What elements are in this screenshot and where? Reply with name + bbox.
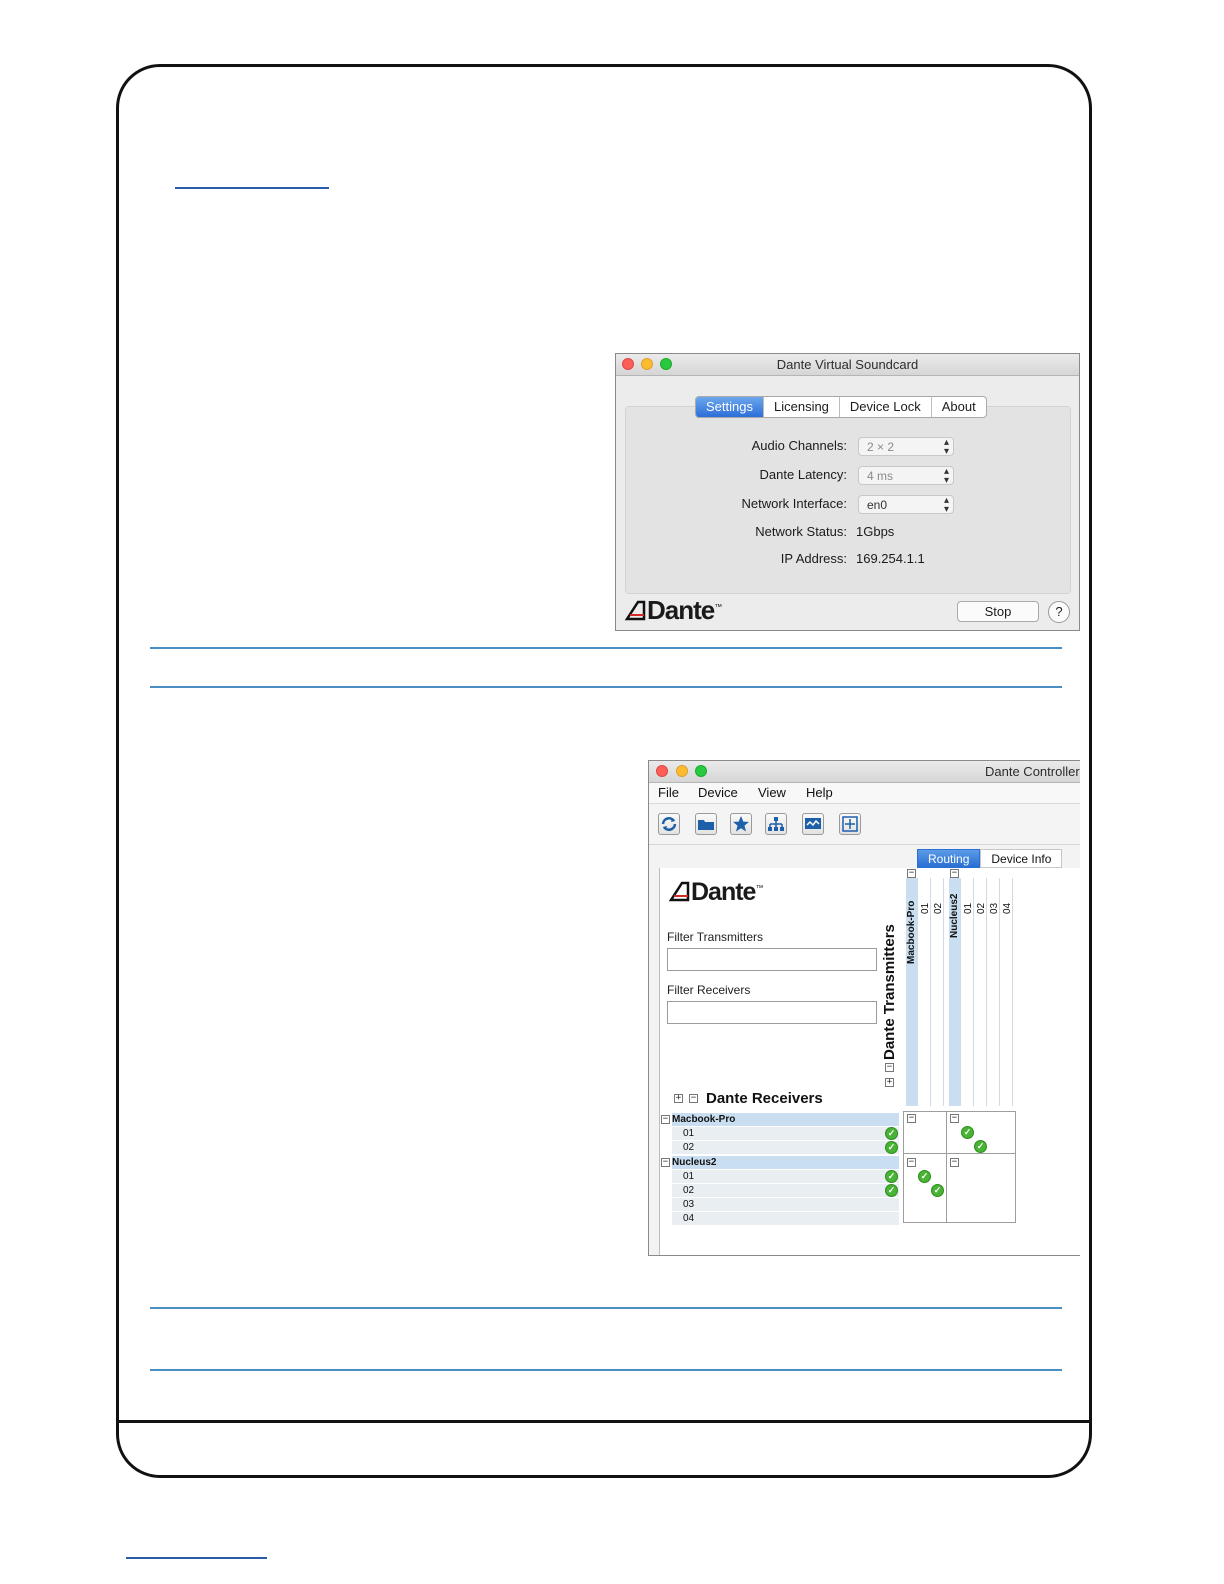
network-status-value: 1Gbps	[856, 524, 895, 539]
tab-bar	[917, 849, 1062, 868]
menu-device[interactable]: Device	[698, 785, 738, 800]
grid-line	[943, 878, 944, 1106]
collapse-all-receivers-icon[interactable]: −	[690, 1093, 697, 1103]
receiver-channel-row[interactable]: 04	[672, 1212, 899, 1225]
grid-line	[973, 878, 974, 1106]
check-icon: ✓	[918, 1170, 931, 1183]
dante-logo: Dante™	[668, 878, 762, 907]
filter-receivers-input[interactable]	[667, 1001, 877, 1024]
collapse-nucleus2-rx-icon[interactable]: −	[662, 1157, 669, 1167]
tab-about[interactable]: About	[941, 399, 976, 414]
title-bar	[649, 761, 1080, 783]
separator-line	[150, 1369, 1062, 1371]
star-icon[interactable]	[730, 813, 752, 835]
receiver-channel-row[interactable]: 02	[672, 1141, 899, 1154]
filter-transmitters-label: Filter Transmitters	[667, 930, 764, 944]
dante-latency-label: Dante Latency:	[759, 467, 847, 482]
footer-link-underline	[126, 1557, 267, 1559]
stepper-arrows-icon: ▴ ▾	[943, 437, 949, 457]
receiver-channel-row[interactable]: 01	[672, 1127, 899, 1140]
receiver-channel-row[interactable]: 02	[672, 1184, 899, 1197]
window-title: Dante Virtual Soundcard	[776, 357, 919, 372]
audio-channels-label: Audio Channels:	[751, 438, 847, 453]
check-icon: ✓	[885, 1184, 898, 1197]
filter-transmitters-input[interactable]	[667, 948, 877, 971]
dante-latency-select[interactable]	[858, 466, 954, 485]
menu-view[interactable]: View	[758, 785, 786, 800]
collapse-nucleus2-tx-icon[interactable]: −	[951, 868, 958, 878]
receiver-macbook-pro[interactable]: Macbook-Pro	[672, 1113, 899, 1126]
filter-receivers-label: Filter Receivers	[667, 983, 751, 997]
tab-bar	[695, 396, 987, 418]
monitor-icon[interactable]	[802, 813, 824, 835]
dante-controller-window	[648, 760, 1080, 1256]
ip-address-label: IP Address:	[780, 551, 847, 566]
title-bar	[616, 354, 1079, 376]
collapse-macbook-pro-rx-icon[interactable]: −	[662, 1114, 669, 1124]
grid-line	[986, 878, 987, 1106]
network-interface-select[interactable]	[858, 495, 954, 514]
grid-line	[930, 878, 931, 1106]
dante-logo-icon	[624, 597, 646, 619]
check-icon: ✓	[961, 1126, 974, 1139]
receiver-channel-row[interactable]: 03	[672, 1198, 899, 1211]
receiver-channel-row[interactable]: 01	[672, 1170, 899, 1183]
minimize-window-button[interactable]	[676, 765, 688, 777]
stop-button[interactable]: Stop	[957, 601, 1039, 622]
dante-receivers-header: Dante Receivers	[706, 1090, 823, 1107]
transmitter-nucleus2: Nucleus2	[949, 893, 960, 938]
check-icon: ✓	[885, 1170, 898, 1183]
separator-line	[150, 647, 1062, 649]
ip-address-value: 169.254.1.1	[856, 551, 925, 566]
footer-divider	[116, 1420, 1092, 1423]
network-interface-value: en0	[867, 498, 888, 512]
zoom-window-button[interactable]	[695, 765, 707, 777]
tx-channel: 04	[1002, 902, 1013, 914]
collapse-cell-icon[interactable]: −	[951, 1157, 958, 1167]
toolbar	[649, 804, 1080, 845]
stepper-arrows-icon: ▴ ▾	[943, 495, 949, 515]
dante-latency-value: 4 ms	[867, 469, 894, 483]
separator-line	[150, 686, 1062, 688]
check-icon: ✓	[885, 1141, 898, 1154]
tab-device-info[interactable]: Device Info	[980, 849, 1062, 868]
dante-logo-icon	[668, 880, 690, 902]
collapse-cell-icon[interactable]: −	[951, 1113, 958, 1123]
expand-all-transmitters-icon[interactable]: +	[886, 1077, 893, 1087]
stepper-arrows-icon: ▴ ▾	[943, 466, 949, 486]
tx-channel: 02	[933, 902, 944, 914]
check-icon: ✓	[931, 1184, 944, 1197]
tx-channel: 03	[989, 902, 1000, 914]
help-button[interactable]: ?	[1048, 601, 1070, 623]
window-title: Dante Controller	[985, 764, 1080, 779]
grid-line	[960, 878, 961, 1106]
collapse-all-transmitters-icon[interactable]: −	[886, 1062, 893, 1072]
separator-line	[150, 1307, 1062, 1309]
dante-virtual-soundcard-window	[615, 353, 1080, 631]
network-interface-label: Network Interface:	[741, 496, 847, 511]
transmitter-macbook-pro: Macbook-Pro	[906, 900, 917, 964]
check-icon: ✓	[885, 1127, 898, 1140]
heading-underline	[175, 187, 329, 189]
collapse-cell-icon[interactable]: −	[908, 1157, 915, 1167]
collapse-macbook-pro-tx-icon[interactable]: −	[908, 868, 915, 878]
network-status-label: Network Status:	[755, 524, 847, 539]
tx-channel: 01	[920, 902, 931, 914]
tab-settings[interactable]: Settings	[696, 397, 764, 417]
network-icon[interactable]	[765, 813, 787, 835]
add-icon[interactable]	[839, 813, 861, 835]
expand-all-receivers-icon[interactable]: +	[675, 1093, 682, 1103]
audio-channels-value: 2 × 2	[867, 440, 895, 454]
folder-icon[interactable]	[695, 813, 717, 835]
menu-file[interactable]: File	[658, 785, 679, 800]
close-window-button[interactable]	[656, 765, 668, 777]
refresh-icon[interactable]	[658, 813, 680, 835]
tx-channel: 02	[976, 902, 987, 914]
grid-line	[999, 878, 1000, 1106]
audio-channels-select[interactable]	[858, 437, 954, 456]
grid-line	[917, 878, 918, 1106]
grid-line	[1012, 878, 1013, 1106]
tab-licensing[interactable]: Licensing	[764, 397, 840, 417]
dante-transmitters-header: Dante Transmitters	[881, 924, 898, 1060]
routing-view	[659, 868, 1080, 1255]
collapse-cell-icon[interactable]: −	[908, 1113, 915, 1123]
dante-logo-text: Dante	[691, 878, 756, 906]
receiver-nucleus2[interactable]: Nucleus2	[672, 1156, 899, 1169]
tab-device-lock[interactable]: Device Lock	[840, 397, 932, 417]
dante-logo: Dante™	[624, 595, 721, 626]
menu-help[interactable]: Help	[806, 785, 833, 800]
dante-logo-text: Dante	[647, 595, 715, 625]
tab-routing[interactable]: Routing	[917, 849, 980, 868]
check-icon: ✓	[974, 1140, 987, 1153]
tx-channel: 01	[963, 902, 974, 914]
menu-bar	[649, 783, 1080, 804]
